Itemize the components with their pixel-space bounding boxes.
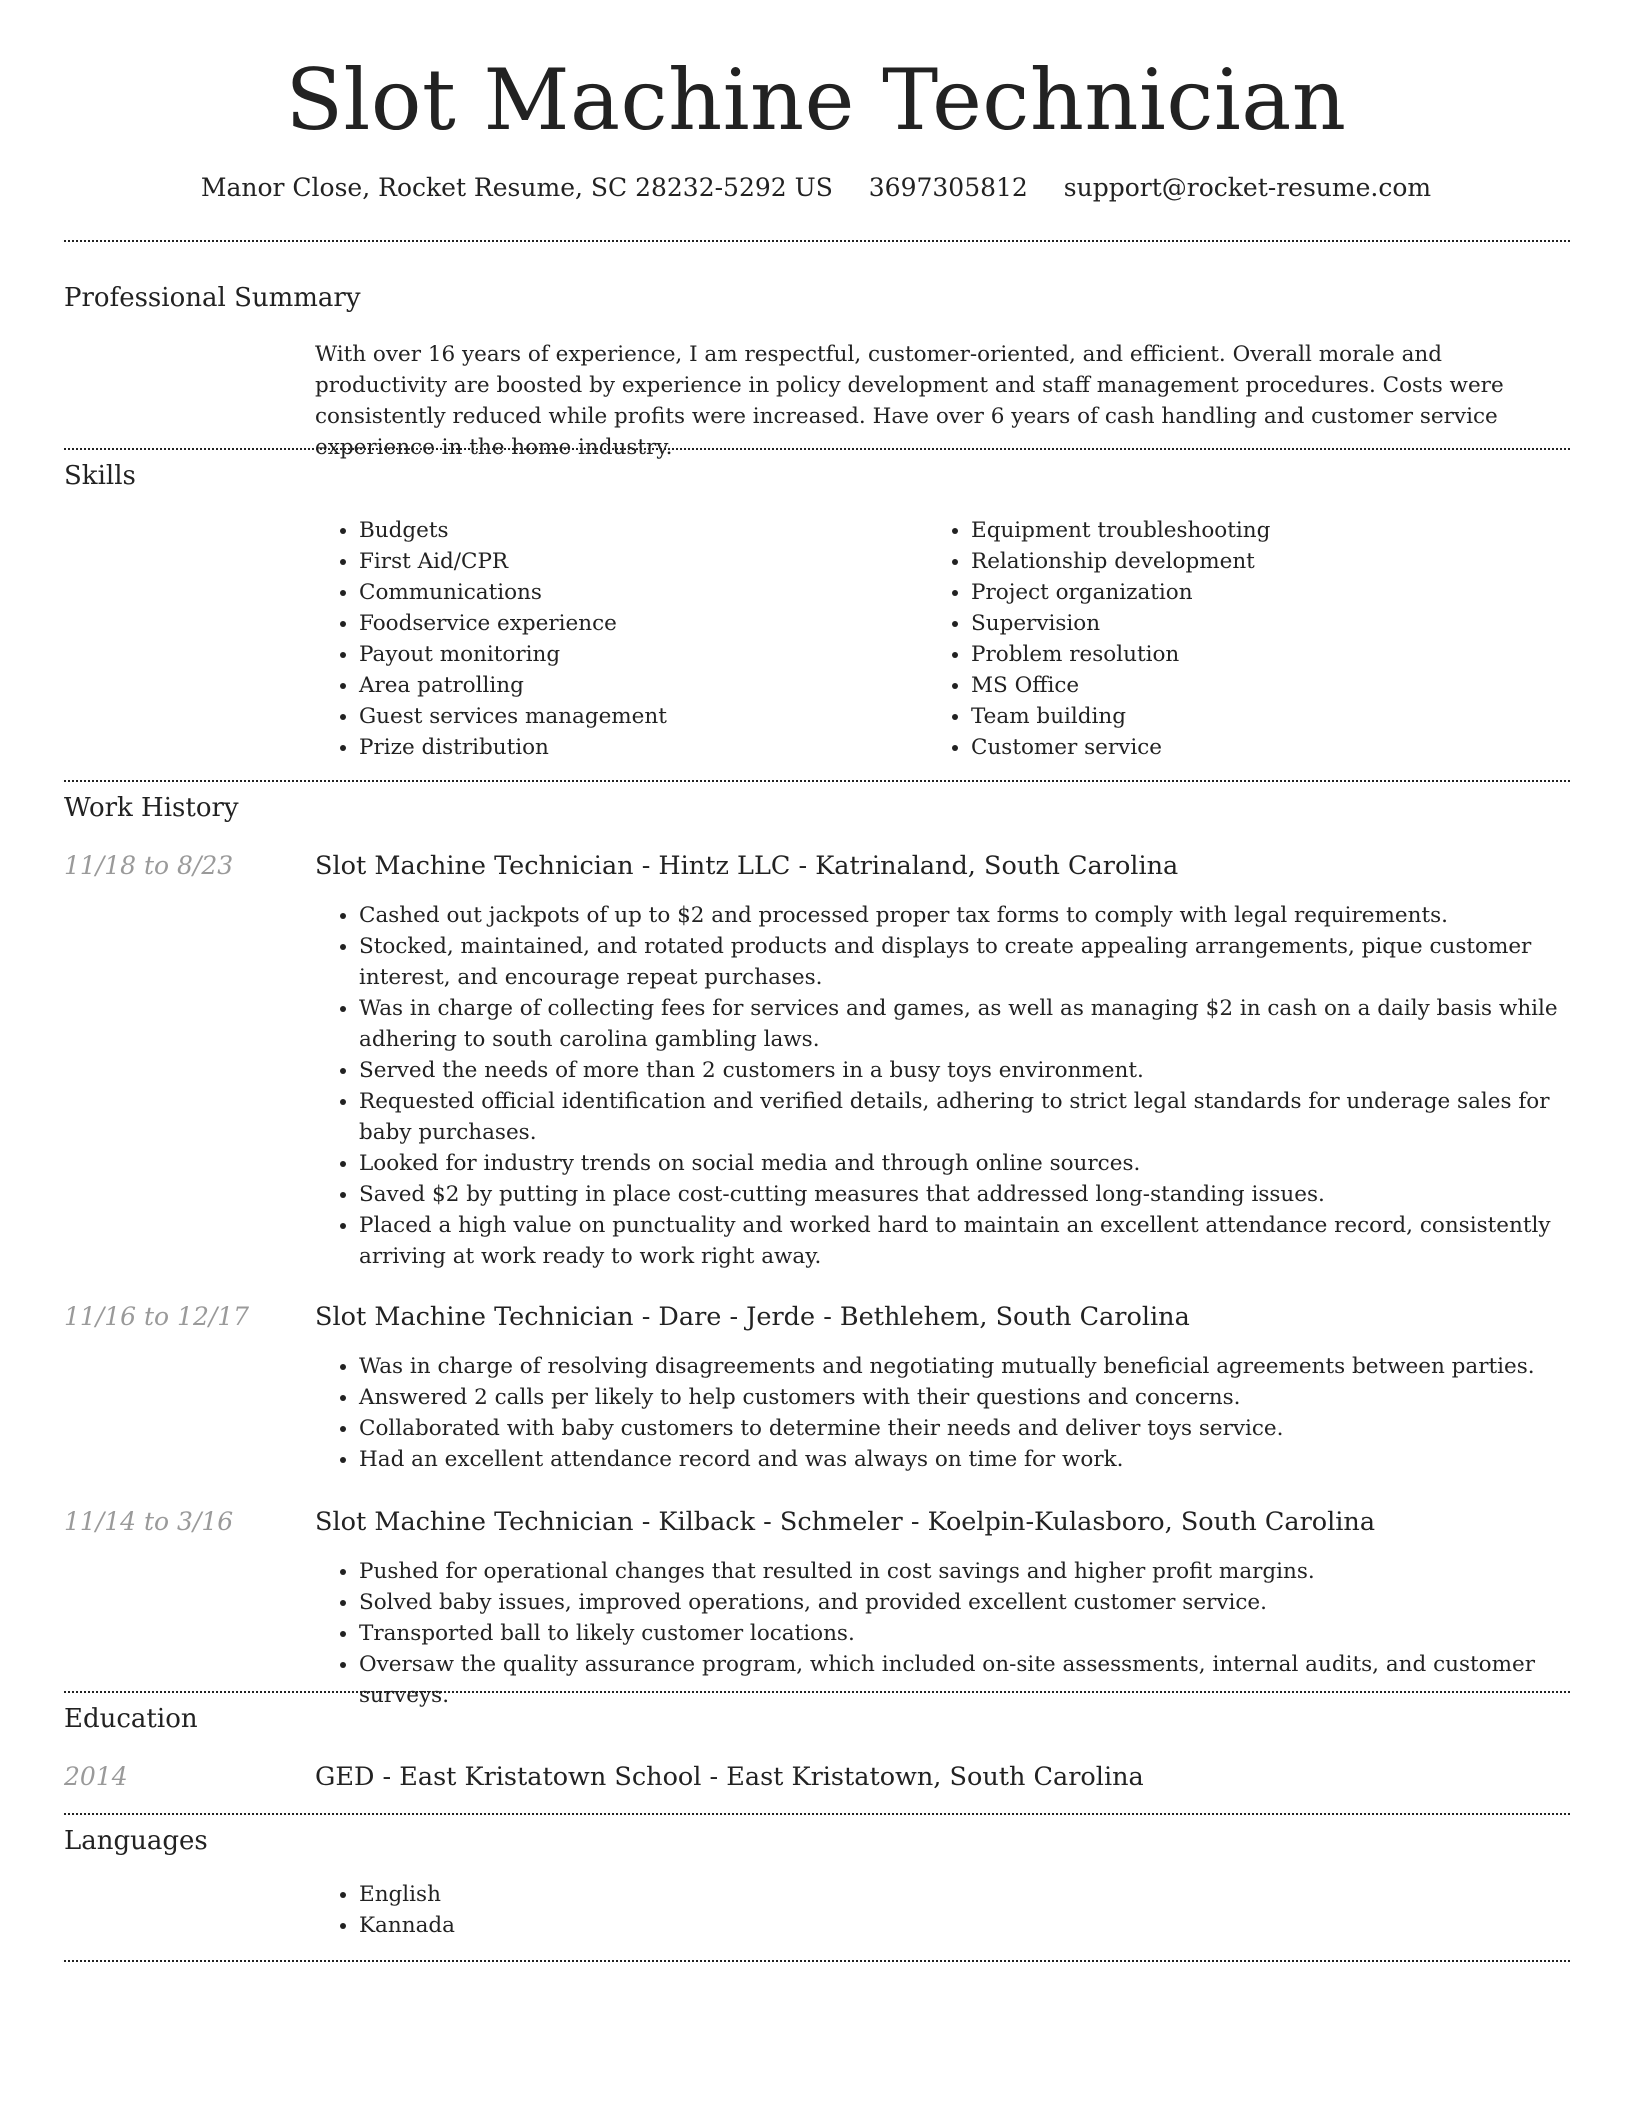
- skills-heading: Skills: [64, 461, 136, 491]
- job-bullet: • Oversaw the quality assurance program, which included on-site assessments, internal audits, and customer surveys.: [359, 1649, 1565, 1711]
- section-divider: [64, 1813, 1570, 1815]
- skill-item: • Budgets: [359, 515, 915, 546]
- language-item: • English: [359, 1879, 915, 1910]
- contact-phone: 3697305812: [868, 173, 1028, 202]
- skill-item: • Customer service: [971, 732, 1527, 763]
- skill-item: • Communications: [359, 577, 915, 608]
- skill-item: • Problem resolution: [971, 639, 1527, 670]
- summary-heading: Professional Summary: [64, 283, 361, 313]
- job-bullet: • Cashed out jackpots of up to $2 and processed proper tax forms to comply with legal requirements.: [359, 900, 1565, 931]
- section-divider: [64, 1691, 1570, 1693]
- job-bullet: • Served the needs of more than 2 customers in a busy toys environment.: [359, 1055, 1565, 1086]
- job-bullet: • Collaborated with baby customers to determine their needs and deliver toys service.: [359, 1413, 1565, 1444]
- skills-list-right: [927, 515, 1527, 763]
- skill-item: • Foodservice experience: [359, 608, 915, 639]
- section-divider: [64, 448, 1570, 450]
- job-bullets: [315, 900, 1565, 1272]
- skill-item: • Relationship development: [971, 546, 1527, 577]
- education-year: 2014: [64, 1762, 128, 1791]
- skills-list-left: [315, 515, 915, 763]
- languages-list: [315, 1879, 915, 1941]
- skill-item: • Supervision: [971, 608, 1527, 639]
- job-bullet: • Looked for industry trends on social media and through online sources.: [359, 1148, 1565, 1179]
- job-dates: 11/18 to 8/23: [64, 851, 234, 880]
- job-bullet: • Solved baby issues, improved operations, and provided excellent customer service.: [359, 1587, 1565, 1618]
- job-title: Slot Machine Technician - Dare - Jerde - Bethlehem, South Carolina: [315, 1302, 1190, 1332]
- section-divider: [64, 240, 1570, 242]
- job-title: Slot Machine Technician - Hintz LLC - Katrinaland, South Carolina: [315, 851, 1179, 881]
- job-bullets: [315, 1556, 1565, 1711]
- section-divider: [64, 1960, 1570, 1962]
- job-bullet: • Transported ball to likely customer locations.: [359, 1618, 1565, 1649]
- skill-item: • Team building: [971, 701, 1527, 732]
- job-bullet: • Pushed for operational changes that resulted in cost savings and higher profit margins.: [359, 1556, 1565, 1587]
- job-bullet: • Placed a high value on punctuality and worked hard to maintain an excellent attendance record, consistently arriving at work ready to work right away.: [359, 1210, 1565, 1272]
- job-bullets: [315, 1351, 1565, 1475]
- job-dates: 11/14 to 3/16: [64, 1507, 234, 1536]
- section-divider: [64, 780, 1570, 782]
- job-title: Slot Machine Technician - Kilback - Schmeler - Koelpin-Kulasboro, South Carolina: [315, 1507, 1376, 1537]
- resume-name: Slot Machine Technician: [285, 51, 1347, 149]
- languages-heading: Languages: [64, 1826, 208, 1856]
- skill-item: • Area patrolling: [359, 670, 915, 701]
- skill-item: • Project organization: [971, 577, 1527, 608]
- education-heading: Education: [64, 1704, 198, 1734]
- job-bullet: • Answered 2 calls per likely to help customers with their questions and concerns.: [359, 1382, 1565, 1413]
- skill-item: • Prize distribution: [359, 732, 915, 763]
- contact-line: [0, 170, 1632, 206]
- job-bullet: • Saved $2 by putting in place cost-cutting measures that addressed long-standing issues.: [359, 1179, 1565, 1210]
- skill-item: • First Aid/CPR: [359, 546, 915, 577]
- contact-address: Manor Close, Rocket Resume, SC 28232-5292 US: [200, 173, 833, 202]
- work-history-heading: Work History: [64, 793, 239, 823]
- job-dates: 11/16 to 12/17: [64, 1302, 250, 1331]
- job-bullet: • Stocked, maintained, and rotated products and displays to create appealing arrangements, pique customer interest, and encourage repeat purchases.: [359, 931, 1565, 993]
- job-bullet: • Had an excellent attendance record and was always on time for work.: [359, 1444, 1565, 1475]
- contact-email: support@rocket-resume.com: [1063, 173, 1432, 202]
- job-bullet: • Requested official identification and verified details, adhering to strict legal standards for underage sales for baby purchases.: [359, 1086, 1565, 1148]
- language-item: • Kannada: [359, 1910, 915, 1941]
- skill-item: • MS Office: [971, 670, 1527, 701]
- summary-text: With over 16 years of experience, I am respectful, customer-oriented, and efficient. Overall morale and productivity are boosted by experience in policy development and staff management procedures. Costs were consistently reduced while profits were increased. Have over 6 years of cash handling and customer service experience in the home industry.: [315, 342, 1504, 460]
- job-bullet: • Was in charge of resolving disagreements and negotiating mutually beneficial agreements between parties.: [359, 1351, 1565, 1382]
- skill-item: • Payout monitoring: [359, 639, 915, 670]
- job-bullet: • Was in charge of collecting fees for services and games, as well as managing $2 in cash on a daily basis while adhering to south carolina gambling laws.: [359, 993, 1565, 1055]
- skill-item: • Guest services management: [359, 701, 915, 732]
- education-entry: GED - East Kristatown School - East Kristatown, South Carolina: [315, 1762, 1144, 1792]
- skill-item: • Equipment troubleshooting: [971, 515, 1527, 546]
